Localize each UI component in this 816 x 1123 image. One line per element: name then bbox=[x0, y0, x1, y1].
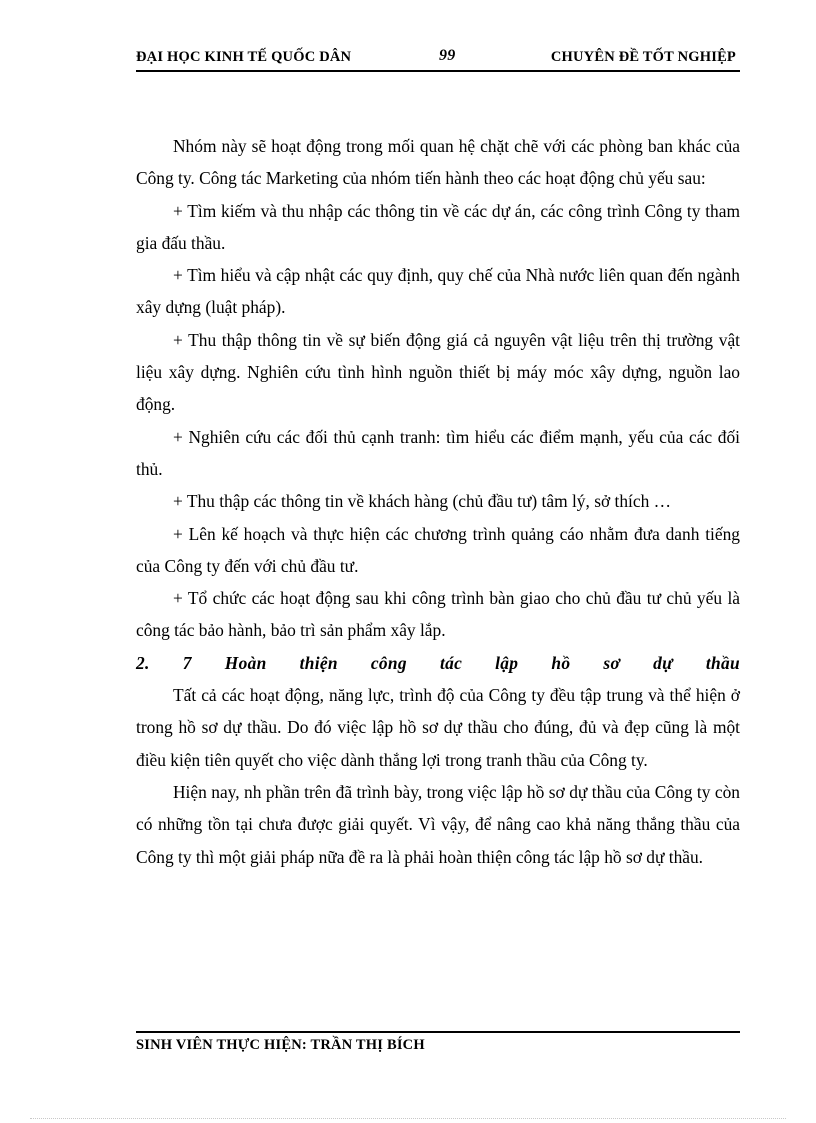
section-paragraph: Tất cả các hoạt động, năng lực, trình độ của Công ty đều tập trung và thể hiện ở trong hồ sơ dự thầu. Do đó việc lập hồ sơ dự thầu cho đúng, đủ và đẹp cũng là một điều kiện tiên quyết cho việc dành thắng lợi trong tranh thầu của Công ty. bbox=[136, 685, 740, 770]
list-item: + Tìm hiểu và cập nhật các quy định, quy chế của Nhà nước liên quan đến ngành xây dựng (luật pháp). bbox=[136, 265, 740, 318]
list-item: + Thu thập các thông tin về khách hàng (chủ đầu tư) tâm lý, sở thích … bbox=[173, 491, 672, 512]
header-university: ĐẠI HỌC KINH TẾ QUỐC DÂN bbox=[136, 49, 352, 65]
paragraph-intro: Nhóm này sẽ hoạt động trong mối quan hệ chặt chẽ với các phòng ban khác của Công ty. Công tác Marketing của nhóm tiến hành theo các hoạt động chủ yếu sau: bbox=[136, 136, 740, 189]
list-item: + Tìm kiếm và thu nhập các thông tin về các dự án, các công trình Công ty tham gia đấu thầu. bbox=[136, 200, 740, 253]
list-item: + Tổ chức các hoạt động sau khi công trình bàn giao cho chủ đầu tư chủ yếu là công tác bảo hành, bảo trì sản phẩm xây lắp. bbox=[136, 588, 740, 641]
list-item: + Lên kế hoạch và thực hiện các chương trình quảng cáo nhằm đưa danh tiếng của Công ty đến với chủ đầu tư. bbox=[136, 523, 740, 576]
page-bottom-divider bbox=[30, 1118, 786, 1119]
list-item: + Thu thập thông tin về sự biến động giá cả nguyên vật liệu trên thị trường vật liệu xây dựng. Nghiên cứu tình hình nguồn thiết bị máy móc xây dựng, nguồn lao động. bbox=[136, 329, 740, 415]
footer-student: SINH VIÊN THỰC HIỆN: TRẦN THỊ BÍCH bbox=[136, 1037, 425, 1053]
page-header bbox=[136, 48, 740, 72]
page-number: 99 bbox=[439, 47, 456, 64]
section-paragraph: Hiện nay, nh phần trên đã trình bày, trong việc lập hồ sơ dự thầu của Công ty còn có những tồn tại chưa được giải quyết. Vì vậy, để nâng cao khả năng thắng thầu của Công ty thì một giải pháp nữa đề ra là phải hoàn thiện công tác lập hồ sơ dự thầu. bbox=[136, 781, 740, 867]
list-item: + Nghiên cứu các đối thủ cạnh tranh: tìm hiểu các điểm mạnh, yếu của các đối thủ. bbox=[136, 426, 740, 479]
page-footer bbox=[136, 1031, 740, 1054]
section-heading: 2. 7 Hoàn thiện công tác lập hồ sơ dự thầu bbox=[136, 652, 740, 673]
header-thesis-title: CHUYÊN ĐỀ TỐT NGHIỆP bbox=[550, 49, 736, 65]
page-body bbox=[136, 130, 740, 873]
